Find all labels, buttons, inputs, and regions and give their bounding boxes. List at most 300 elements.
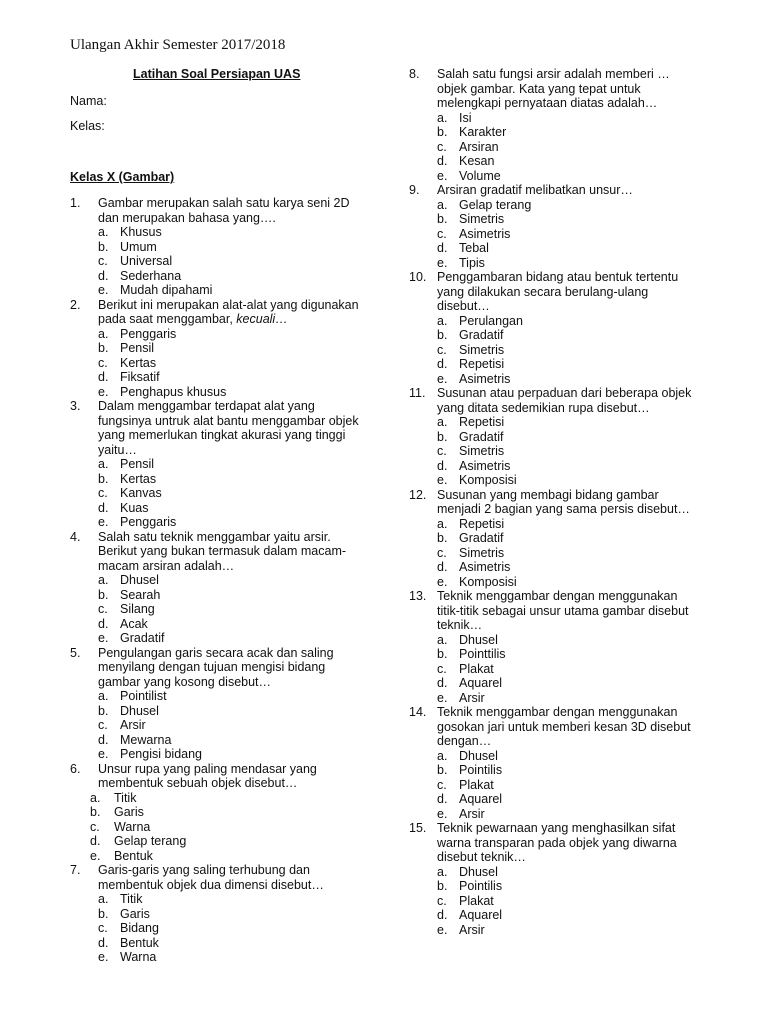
answer-options bbox=[437, 198, 699, 271]
option-letter: c. bbox=[437, 226, 447, 241]
answer-option bbox=[437, 314, 699, 329]
option-letter: e. bbox=[98, 384, 109, 399]
option-letter: b. bbox=[437, 763, 448, 777]
option-letter: e. bbox=[437, 371, 448, 386]
option-text: Dhusel bbox=[120, 573, 159, 587]
question-text-main: Penggambaran bidang atau bentuk tertentu yang dilakukan secara berulang-ulang disebut… bbox=[437, 270, 679, 313]
option-letter: c. bbox=[98, 602, 108, 616]
question-text bbox=[437, 705, 699, 749]
answer-option bbox=[437, 531, 699, 546]
option-letter: a. bbox=[98, 326, 109, 341]
option-letter: a. bbox=[98, 457, 109, 471]
question-text-main: Susunan yang membagi bidang gambar menjadi 2 bagian yang sama persis disebut… bbox=[437, 487, 690, 516]
option-letter: b. bbox=[98, 906, 109, 921]
option-letter: c. bbox=[437, 893, 447, 908]
class-field-label: Kelas: bbox=[70, 119, 105, 133]
question-text-main: Salah satu teknik menggambar yaitu arsir. Berikut yang bukan termasuk dalam macam-macam arsiran adalah… bbox=[98, 529, 347, 573]
option-text: Umum bbox=[120, 239, 157, 254]
question-text bbox=[98, 298, 362, 327]
option-letter: d. bbox=[98, 616, 109, 631]
option-letter: e. bbox=[98, 950, 109, 964]
option-text: Repetisi bbox=[459, 357, 505, 371]
option-text: Gradatif bbox=[120, 631, 165, 645]
answer-option bbox=[98, 573, 362, 588]
option-text: Pensil bbox=[120, 457, 155, 471]
answer-option bbox=[98, 950, 362, 965]
answer-option bbox=[90, 820, 362, 835]
question-8 bbox=[409, 67, 699, 183]
answer-options bbox=[98, 457, 362, 530]
option-letter: b. bbox=[98, 703, 109, 718]
option-text: Searah bbox=[120, 587, 161, 602]
option-text: Kertas bbox=[120, 471, 157, 486]
answer-option bbox=[90, 849, 362, 864]
option-letter: d. bbox=[437, 357, 448, 371]
answer-option bbox=[437, 560, 699, 575]
answer-option bbox=[98, 689, 362, 704]
option-text: Asimetris bbox=[459, 371, 511, 386]
answer-option bbox=[437, 908, 699, 923]
option-text: Arsir bbox=[459, 922, 485, 937]
question-3 bbox=[70, 399, 362, 530]
option-text: Garis bbox=[120, 906, 150, 921]
question-number: 11. bbox=[409, 386, 426, 400]
option-letter: c. bbox=[437, 139, 447, 154]
option-text: Simetris bbox=[459, 545, 505, 560]
answer-option bbox=[98, 240, 362, 255]
answer-options bbox=[98, 225, 362, 298]
option-letter: c. bbox=[437, 545, 447, 560]
option-text: Asimetris bbox=[459, 226, 511, 241]
option-text: Asimetris bbox=[459, 560, 511, 574]
option-letter: a. bbox=[437, 197, 448, 212]
question-text bbox=[437, 821, 699, 865]
option-text: Acak bbox=[120, 616, 148, 631]
answer-option bbox=[98, 486, 362, 501]
question-4 bbox=[70, 530, 362, 646]
option-text: Sederhana bbox=[120, 268, 182, 283]
question-text-main: Teknik menggambar dengan menggunakan gosokan jari untuk memberi kesan 3D disebut dengan… bbox=[437, 705, 691, 748]
worksheet-title: Latihan Soal Persiapan UAS bbox=[133, 67, 301, 81]
answer-option bbox=[98, 341, 362, 356]
answer-option bbox=[98, 602, 362, 617]
answer-option bbox=[98, 936, 362, 951]
section-heading: Kelas X (Gambar) bbox=[70, 170, 175, 184]
option-letter: b. bbox=[437, 531, 448, 545]
option-text: Gradatif bbox=[459, 531, 504, 545]
answer-option bbox=[437, 169, 699, 184]
option-text: Mudah dipahami bbox=[120, 283, 213, 297]
option-text: Aquarel bbox=[459, 908, 503, 922]
option-text: Mewarna bbox=[120, 732, 172, 747]
answer-option bbox=[98, 327, 362, 342]
option-letter: e. bbox=[98, 747, 109, 761]
answer-option bbox=[437, 444, 699, 459]
option-text: Penggaris bbox=[120, 515, 177, 529]
option-text: Penggaris bbox=[120, 326, 177, 341]
option-letter: d. bbox=[90, 834, 101, 848]
option-letter: b. bbox=[98, 239, 109, 254]
question-text bbox=[98, 646, 362, 690]
option-letter: d. bbox=[437, 908, 448, 922]
option-text: Pointilis bbox=[459, 763, 503, 777]
option-letter: a. bbox=[98, 573, 109, 587]
option-letter: a. bbox=[437, 110, 448, 125]
answer-option bbox=[437, 212, 699, 227]
question-text-main: Teknik menggambar dengan menggunakan titik-titik sebagai unsur utama gambar disebut teknik… bbox=[437, 589, 689, 632]
answer-option bbox=[437, 691, 699, 706]
question-2 bbox=[70, 298, 362, 400]
answer-option bbox=[98, 269, 362, 284]
option-letter: c. bbox=[437, 661, 447, 676]
option-text: Bentuk bbox=[114, 848, 153, 863]
option-letter: a. bbox=[437, 864, 448, 879]
option-text: Khusus bbox=[120, 225, 162, 239]
option-text: Titik bbox=[114, 790, 137, 805]
answer-options bbox=[437, 633, 699, 706]
option-letter: b. bbox=[98, 471, 109, 486]
question-text-main: Berikut ini merupakan alat-alat yang digunakan pada saat menggambar, bbox=[98, 297, 359, 326]
question-number: 5. bbox=[70, 645, 81, 660]
option-text: Pengisi bidang bbox=[120, 747, 203, 761]
question-text-emphasis: kecuali… bbox=[236, 312, 288, 326]
question-14 bbox=[409, 705, 699, 821]
answer-options bbox=[437, 314, 699, 387]
answer-option bbox=[437, 647, 699, 662]
answer-options bbox=[98, 327, 362, 400]
answer-option bbox=[437, 633, 699, 648]
option-letter: e. bbox=[98, 515, 109, 529]
option-letter: a. bbox=[437, 632, 448, 647]
answer-option bbox=[98, 515, 362, 530]
question-number: 10. bbox=[409, 270, 427, 284]
answer-option bbox=[437, 241, 699, 256]
option-letter: e. bbox=[98, 283, 109, 297]
answer-option bbox=[98, 892, 362, 907]
option-text: Universal bbox=[120, 254, 173, 268]
answer-option bbox=[98, 718, 362, 733]
answer-option bbox=[437, 575, 699, 590]
answer-options bbox=[90, 791, 362, 864]
option-letter: b. bbox=[437, 647, 448, 661]
answer-option bbox=[437, 357, 699, 372]
option-text: Plakat bbox=[459, 661, 494, 676]
answer-option bbox=[437, 198, 699, 213]
option-letter: d. bbox=[98, 935, 109, 950]
option-text: Simetris bbox=[459, 342, 505, 357]
answer-option bbox=[98, 370, 362, 385]
question-text bbox=[437, 67, 699, 111]
answer-option bbox=[98, 501, 362, 516]
option-letter: d. bbox=[437, 241, 448, 255]
option-text: Gradatif bbox=[459, 328, 504, 342]
option-letter: c. bbox=[98, 718, 108, 732]
answer-option bbox=[437, 517, 699, 532]
answer-option bbox=[98, 225, 362, 240]
option-letter: c. bbox=[98, 355, 108, 370]
answer-option bbox=[98, 907, 362, 922]
question-text bbox=[98, 530, 362, 574]
option-text: Dhusel bbox=[459, 864, 498, 879]
option-text: Arsir bbox=[459, 806, 485, 821]
option-letter: e. bbox=[437, 168, 448, 183]
option-text: Kesan bbox=[459, 154, 495, 168]
question-number: 15. bbox=[409, 821, 427, 835]
option-letter: e. bbox=[437, 255, 448, 270]
option-letter: d. bbox=[437, 560, 448, 574]
option-text: Gelap terang bbox=[114, 834, 187, 848]
option-letter: b. bbox=[437, 212, 448, 226]
option-letter: a. bbox=[98, 225, 109, 239]
answer-option bbox=[437, 792, 699, 807]
answer-option bbox=[98, 356, 362, 371]
option-letter: c. bbox=[98, 254, 108, 268]
option-letter: e. bbox=[98, 631, 109, 645]
option-text: Kertas bbox=[120, 355, 157, 370]
option-letter: b. bbox=[437, 879, 448, 893]
answer-option bbox=[437, 763, 699, 778]
page-header: Ulangan Akhir Semester 2017/2018 bbox=[70, 37, 286, 53]
option-letter: c. bbox=[437, 777, 447, 792]
option-text: Dhusel bbox=[120, 703, 159, 718]
option-letter: d. bbox=[437, 154, 448, 168]
question-12 bbox=[409, 488, 699, 590]
name-field-label: Nama: bbox=[70, 94, 107, 108]
option-text: Dhusel bbox=[459, 748, 498, 763]
option-letter: d. bbox=[98, 268, 109, 283]
question-15 bbox=[409, 821, 699, 937]
option-text: Repetisi bbox=[459, 415, 505, 429]
option-text: Garis bbox=[114, 805, 144, 819]
option-letter: a. bbox=[437, 516, 448, 531]
answer-option bbox=[437, 154, 699, 169]
question-text-main: Garis-garis yang saling terhubung dan membentuk objek dua dimensi disebut… bbox=[98, 863, 324, 892]
option-text: Pointilist bbox=[120, 689, 167, 703]
answer-options bbox=[437, 749, 699, 822]
option-letter: e. bbox=[437, 922, 448, 937]
option-text: Aquarel bbox=[459, 676, 503, 690]
answer-option bbox=[98, 588, 362, 603]
question-text bbox=[437, 270, 699, 314]
answer-option bbox=[90, 834, 362, 849]
question-number: 1. bbox=[70, 196, 81, 210]
answer-option bbox=[98, 921, 362, 936]
answer-option bbox=[437, 227, 699, 242]
option-letter: c. bbox=[98, 921, 108, 935]
option-text: Pointilis bbox=[459, 879, 503, 893]
question-number: 13. bbox=[409, 589, 427, 603]
answer-option bbox=[437, 749, 699, 764]
option-text: Arsir bbox=[459, 690, 485, 705]
question-text-main: Salah satu fungsi arsir adalah memberi … objek gambar. Kata yang tepat untuk melengkapi pernyataan diatas adalah… bbox=[437, 67, 670, 110]
option-letter: e. bbox=[437, 574, 448, 589]
option-text: Asimetris bbox=[459, 458, 511, 473]
question-text bbox=[437, 488, 699, 517]
option-letter: e. bbox=[90, 848, 101, 863]
option-text: Titik bbox=[120, 892, 143, 906]
answer-option bbox=[437, 879, 699, 894]
question-10 bbox=[409, 270, 699, 386]
answer-option bbox=[437, 807, 699, 822]
answer-option bbox=[437, 430, 699, 445]
option-text: Repetisi bbox=[459, 516, 505, 531]
option-text: Bentuk bbox=[120, 935, 159, 950]
answer-options bbox=[437, 865, 699, 938]
option-text: Komposisi bbox=[459, 574, 517, 589]
answer-option bbox=[437, 923, 699, 938]
answer-options bbox=[437, 111, 699, 184]
answer-option bbox=[437, 662, 699, 677]
option-text: Aquarel bbox=[459, 792, 503, 806]
option-letter: b. bbox=[437, 328, 448, 342]
right-column bbox=[409, 67, 699, 937]
option-letter: a. bbox=[437, 748, 448, 763]
question-text-main: Arsiran gradatif melibatkan unsur… bbox=[437, 183, 633, 197]
answer-options bbox=[98, 573, 362, 646]
answer-option bbox=[437, 328, 699, 343]
question-number: 4. bbox=[70, 529, 81, 544]
question-number: 7. bbox=[70, 863, 81, 877]
option-text: Pensil bbox=[120, 341, 155, 355]
question-11 bbox=[409, 386, 699, 488]
option-letter: d. bbox=[437, 458, 448, 473]
answer-option bbox=[98, 385, 362, 400]
question-6 bbox=[70, 762, 362, 864]
answer-option bbox=[98, 704, 362, 719]
question-number: 2. bbox=[70, 297, 81, 312]
answer-option bbox=[437, 865, 699, 880]
option-letter: d. bbox=[98, 732, 109, 747]
option-letter: c. bbox=[437, 342, 447, 357]
option-letter: c. bbox=[90, 819, 100, 834]
answer-options bbox=[437, 517, 699, 590]
option-text: Simetris bbox=[459, 444, 505, 458]
option-text: Warna bbox=[120, 950, 157, 964]
question-text-main: Unsur rupa yang paling mendasar yang membentuk sebuah objek disebut… bbox=[98, 761, 317, 790]
answer-option bbox=[98, 617, 362, 632]
question-text bbox=[98, 196, 362, 225]
option-text: Plakat bbox=[459, 893, 494, 908]
answer-option bbox=[437, 546, 699, 561]
option-text: Gelap terang bbox=[459, 197, 532, 212]
answer-option bbox=[437, 125, 699, 140]
option-text: Warna bbox=[114, 819, 151, 834]
answer-option bbox=[437, 256, 699, 271]
question-number: 6. bbox=[70, 761, 81, 776]
option-text: Silang bbox=[120, 602, 155, 616]
option-letter: b. bbox=[437, 429, 448, 444]
option-letter: a. bbox=[98, 892, 109, 906]
question-7 bbox=[70, 863, 362, 965]
answer-options bbox=[437, 415, 699, 488]
option-text: Volume bbox=[459, 168, 501, 183]
option-text: Tebal bbox=[459, 241, 489, 255]
answer-option bbox=[98, 747, 362, 762]
option-text: Kuas bbox=[120, 500, 149, 515]
answer-options bbox=[98, 892, 362, 965]
option-text: Gradatif bbox=[459, 429, 504, 444]
answer-option bbox=[437, 676, 699, 691]
option-text: Simetris bbox=[459, 212, 505, 226]
answer-option bbox=[437, 372, 699, 387]
question-number: 14. bbox=[409, 705, 427, 719]
option-text: Bidang bbox=[120, 921, 159, 935]
question-1 bbox=[70, 196, 362, 298]
answer-option bbox=[437, 111, 699, 126]
option-letter: e. bbox=[437, 806, 448, 821]
question-9 bbox=[409, 183, 699, 270]
answer-option bbox=[98, 457, 362, 472]
option-text: Perulangan bbox=[459, 313, 523, 328]
answer-option bbox=[90, 805, 362, 820]
answer-option bbox=[437, 140, 699, 155]
answer-option bbox=[90, 791, 362, 806]
question-text-main: Teknik pewarnaan yang menghasilkan sifat warna transparan pada objek yang diwarna disebut teknik… bbox=[437, 821, 677, 864]
question-text bbox=[98, 863, 362, 892]
answer-option bbox=[437, 473, 699, 488]
option-text: Karakter bbox=[459, 125, 507, 139]
option-text: Penghapus khusus bbox=[120, 384, 227, 399]
question-text bbox=[437, 183, 699, 198]
option-text: Arsir bbox=[120, 718, 146, 732]
option-letter: c. bbox=[98, 486, 108, 500]
answer-option bbox=[437, 343, 699, 358]
option-letter: a. bbox=[437, 415, 448, 429]
option-letter: c. bbox=[437, 444, 447, 458]
option-text: Arsiran bbox=[459, 139, 499, 154]
option-letter: d. bbox=[437, 792, 448, 806]
answer-option bbox=[437, 459, 699, 474]
answer-option bbox=[98, 283, 362, 298]
left-column bbox=[70, 196, 362, 965]
answer-option bbox=[437, 778, 699, 793]
option-letter: b. bbox=[98, 341, 109, 355]
answer-option bbox=[98, 631, 362, 646]
option-letter: a. bbox=[98, 689, 109, 703]
option-letter: d. bbox=[437, 676, 448, 690]
option-text: Tipis bbox=[459, 255, 485, 270]
question-text bbox=[437, 386, 699, 415]
option-letter: b. bbox=[98, 587, 109, 602]
option-text: Kanvas bbox=[120, 486, 162, 500]
answer-option bbox=[98, 733, 362, 748]
question-number: 3. bbox=[70, 399, 81, 413]
option-letter: d. bbox=[98, 500, 109, 515]
option-letter: b. bbox=[90, 805, 101, 819]
option-letter: a. bbox=[437, 313, 448, 328]
question-13 bbox=[409, 589, 699, 705]
option-text: Komposisi bbox=[459, 473, 517, 487]
question-text-main: Dalam menggambar terdapat alat yang fungsinya untruk alat bantu menggambar objek yang memerlukan tingkat akurasi yang tinggi yaitu… bbox=[98, 399, 359, 457]
question-number: 9. bbox=[409, 183, 420, 197]
question-text-main: Pengulangan garis secara acak dan saling menyilang dengan tujuan mengisi bidang gambar yang kosong disebut… bbox=[98, 645, 334, 689]
answer-option bbox=[98, 472, 362, 487]
option-letter: e. bbox=[437, 473, 448, 487]
question-text bbox=[98, 399, 362, 457]
question-text bbox=[437, 589, 699, 633]
question-5 bbox=[70, 646, 362, 762]
option-letter: a. bbox=[90, 790, 101, 805]
option-letter: e. bbox=[437, 690, 448, 705]
option-text: Isi bbox=[459, 110, 472, 125]
answer-option bbox=[437, 415, 699, 430]
answer-option bbox=[437, 894, 699, 909]
option-text: Dhusel bbox=[459, 632, 498, 647]
question-number: 12. bbox=[409, 487, 427, 502]
answer-option bbox=[98, 254, 362, 269]
option-text: Fiksatif bbox=[120, 370, 160, 384]
option-letter: d. bbox=[98, 370, 109, 384]
